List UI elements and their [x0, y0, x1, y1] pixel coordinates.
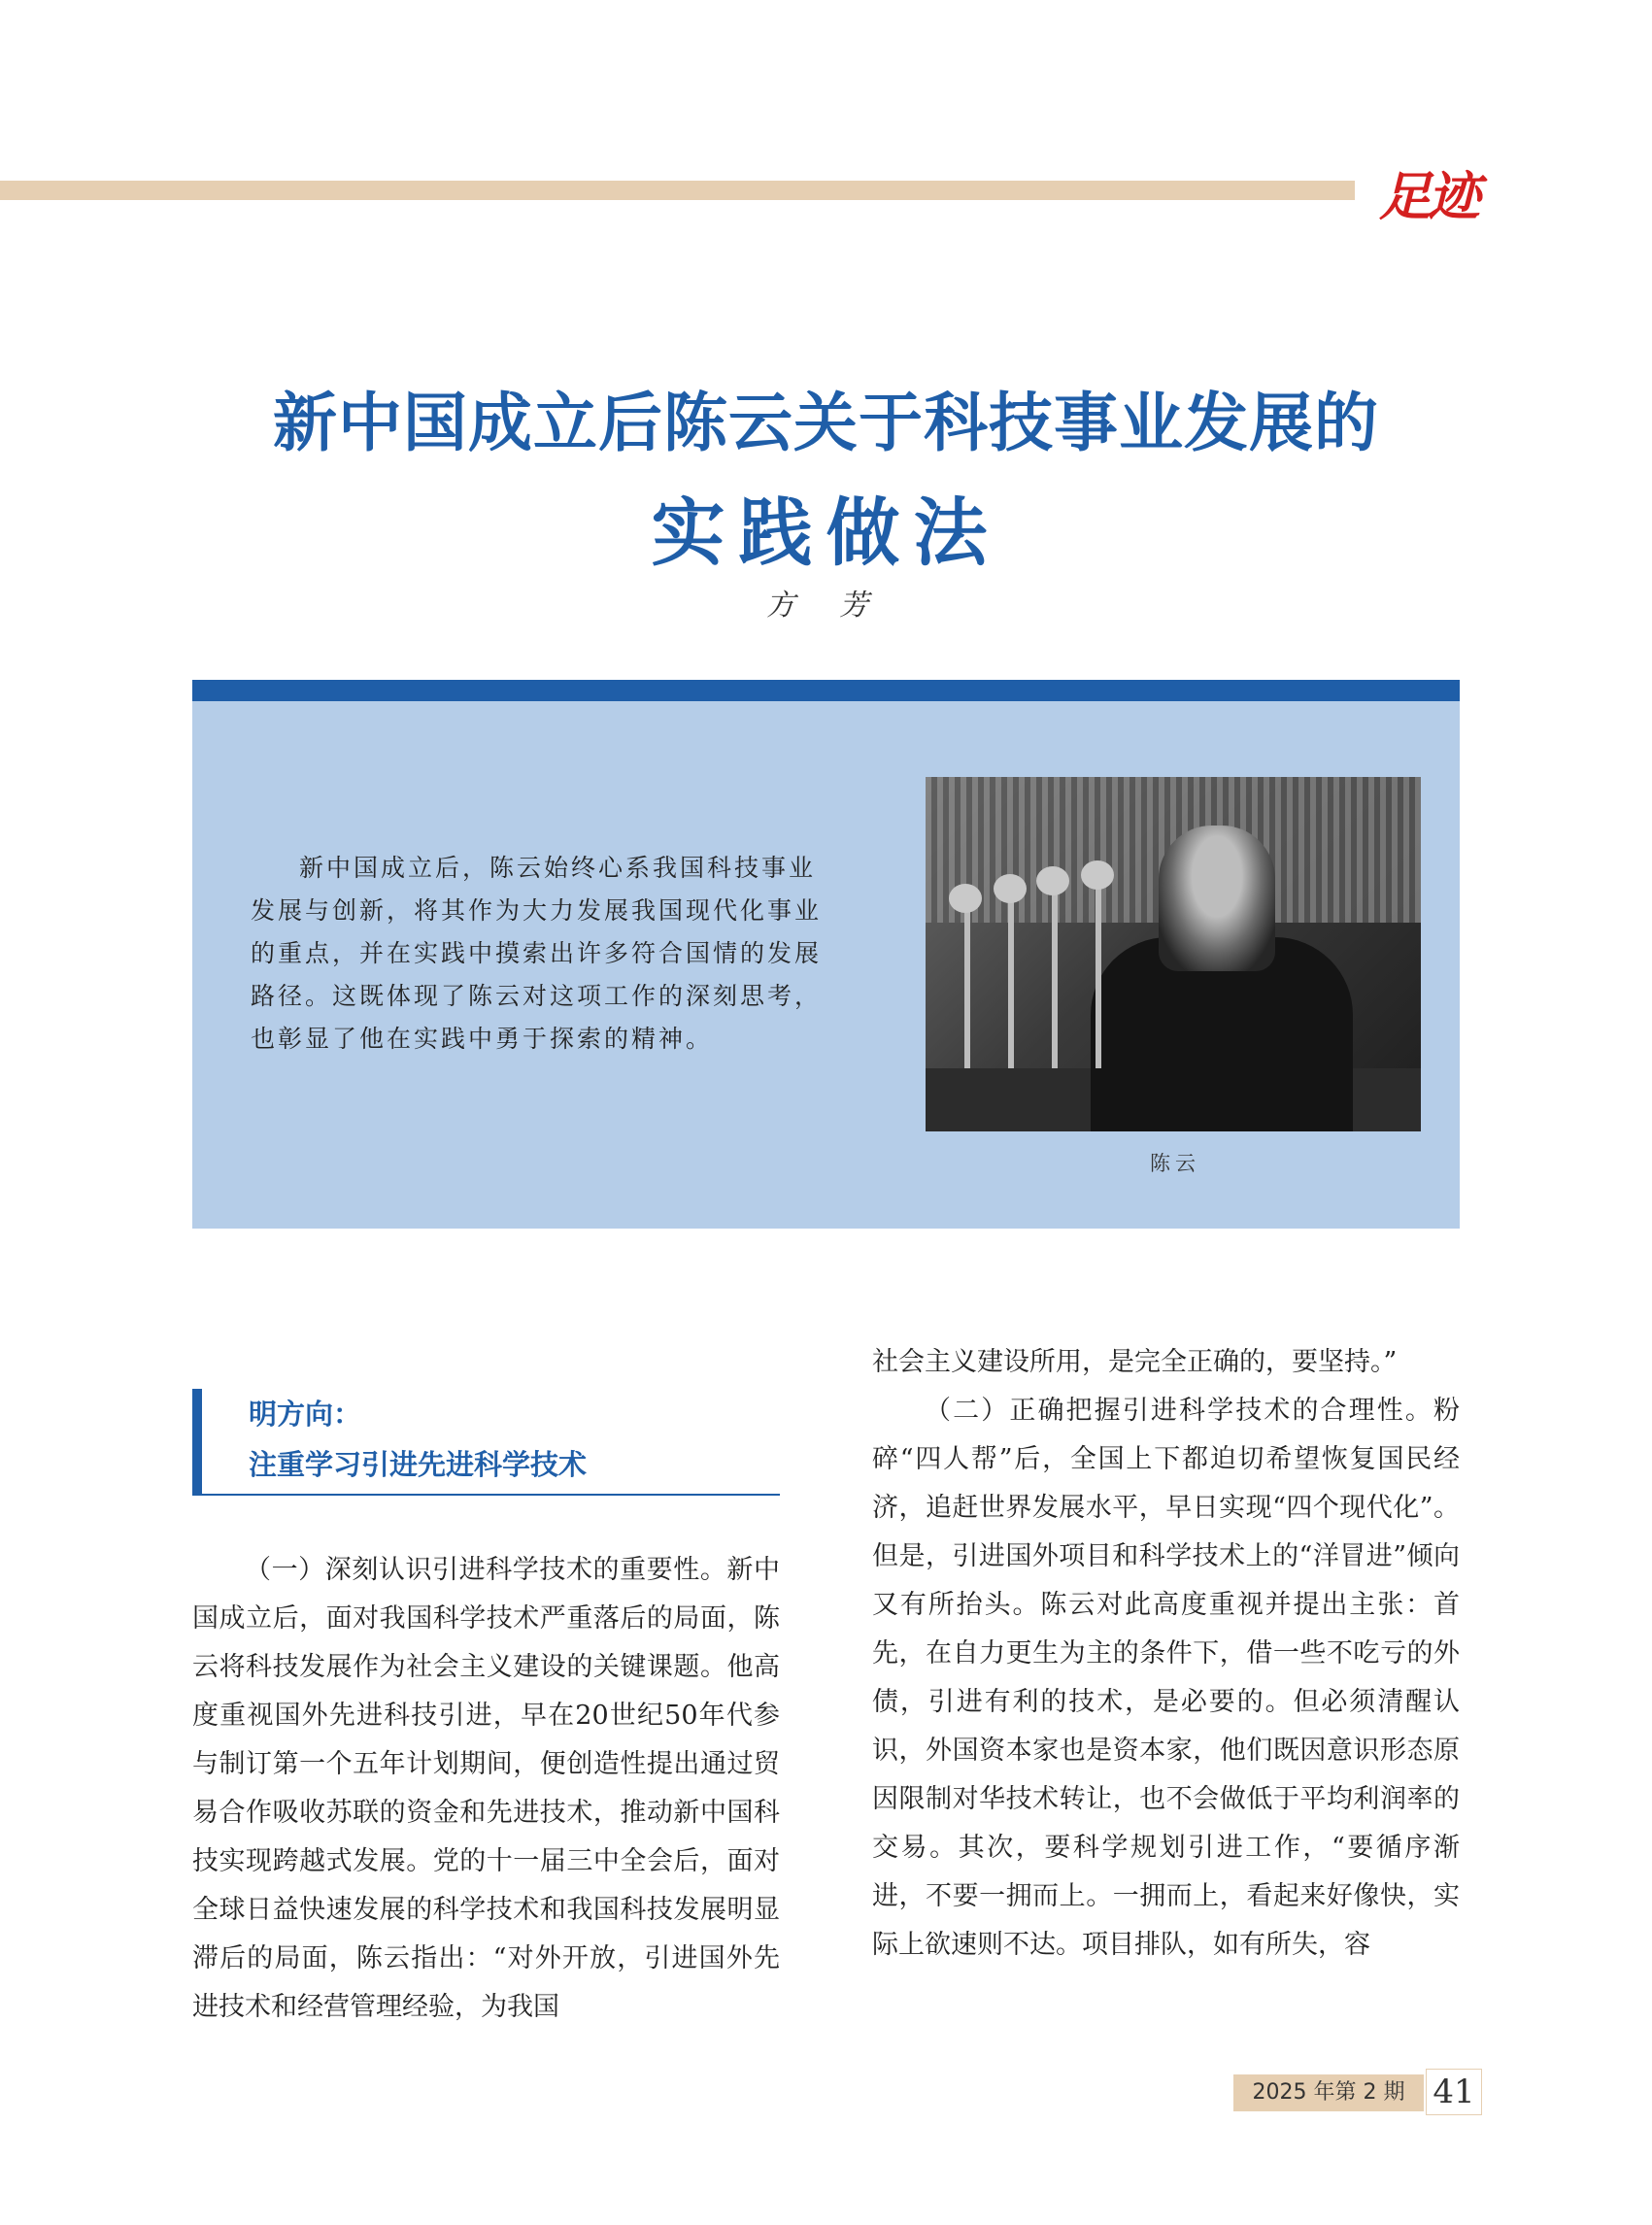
- footer-issue-label: 2025 年第 2 期: [1233, 2074, 1424, 2111]
- section-heading-rule: [192, 1494, 780, 1496]
- microphone-icon: [1052, 889, 1058, 1068]
- abstract-top-rule: [192, 680, 1460, 701]
- microphone-icon: [994, 874, 1027, 903]
- article-title-line2: 实践做法: [651, 489, 1001, 576]
- section-heading-line2: 注重学习引进先进科学技术: [249, 1448, 588, 1481]
- section-heading: [192, 1389, 780, 1496]
- section-heading-line1: 明方向：: [249, 1398, 362, 1431]
- microphone-icon: [964, 903, 970, 1068]
- abstract-text: 新中国成立后，陈云始终心系我国科技事业发展与创新，将其作为大力发展我国现代化事业的重点，并在实践中摸索出许多符合国情的发展路径。这既体现了陈云对这项工作的深刻思考，也彰显了他在实践中勇于探索的精神。: [251, 854, 823, 1053]
- body-column-left: [192, 1546, 780, 2032]
- photo-speaker-head: [1159, 826, 1275, 971]
- footer-page-number: 41: [1426, 2069, 1482, 2115]
- body-paragraph: （二）正确把握引进科学技术的合理性。粉碎“四人帮”后，全国上下都迫切希望恢复国民经济，追赶世界发展水平，早日实现“四个现代化”。但是，引进国外项目和科学技术上的“洋冒进”倾向又有所抬头。陈云对此高度重视并提出主张：首先，在自力更生为主的条件下，借一些不吃亏的外债，引进有利的技术，是必要的。但必须清醒认识，外国资本家也是资本家，他们既因意识形态原因限制对华技术转让，也不会做低于平均利润率的交易。其次，要科学规划引进工作，“要循序渐进，不要一拥而上。一拥而上，看起来好像快，实际上欲速则不达。项目排队，如有所失，容: [872, 1396, 1460, 1960]
- photo-caption: 陈云: [1150, 1152, 1200, 1175]
- microphone-icon: [1096, 884, 1101, 1068]
- microphone-icon: [949, 884, 982, 913]
- body-column-right: [872, 1338, 1460, 1970]
- body-paragraph: 社会主义建设所用，是完全正确的，要坚持。”: [872, 1347, 1398, 1377]
- article-title-line1: 新中国成立后陈云关于科技事业发展的: [273, 386, 1379, 460]
- header-decor-bar: [0, 181, 1355, 200]
- column-brand-logo: 足迹: [1379, 165, 1476, 227]
- microphone-icon: [1036, 866, 1069, 895]
- microphone-icon: [1008, 893, 1014, 1068]
- section-heading-bar: [192, 1389, 202, 1496]
- article-author: 方 芳: [765, 589, 887, 623]
- portrait-photo: [926, 777, 1421, 1131]
- microphone-icon: [1081, 860, 1114, 890]
- body-paragraph: （一）深刻认识引进科学技术的重要性。新中国成立后，面对我国科学技术严重落后的局面，陈云将科技发展作为社会主义建设的关键课题。他高度重视国外先进科技引进，早在20世纪50年代参与制订第一个五年计划期间，便创造性提出通过贸易合作吸收苏联的资金和先进技术，推动新中国科技实现跨越式发展。党的十一届三中全会后，面对全球日益快速发展的科学技术和我国科技发展明显滞后的局面，陈云指出：“对外开放，引进国外先进技术和经营管理经验，为我国: [192, 1555, 780, 2022]
